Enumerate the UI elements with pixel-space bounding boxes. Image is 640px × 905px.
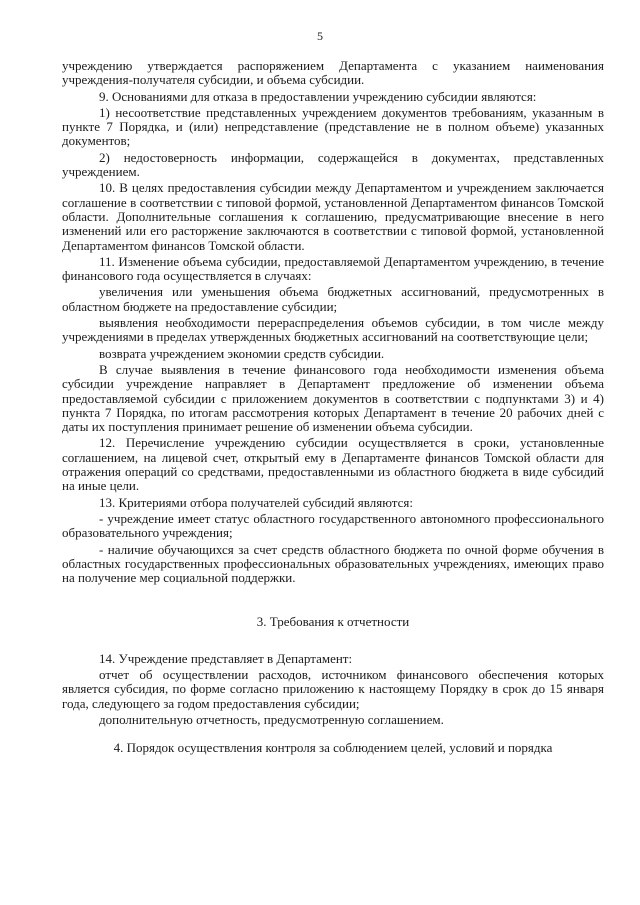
paragraph: возврата учреждением экономии средств субсидии. [99, 345, 385, 361]
paragraph: 2) недостоверность информации, содержащейся в документах, представленных учреждением. [62, 149, 604, 180]
document-body [62, 59, 604, 755]
paragraph: учреждению утверждается распоряжением Департамента с указанием наименования учреждения-получателя субсидии, и объема субсидии. [62, 58, 604, 88]
paragraph: - наличие обучающихся за счет средств областного бюджета по очной форме обучения в областных государственных профессиональных образовательных учреждениях, имеющих право на получение мер социальной поддержки. [62, 541, 604, 586]
paragraph: 9. Основаниями для отказа в предоставлении учреждению субсидии являются: [99, 88, 537, 104]
paragraph: отчет об осуществлении расходов, источником финансового обеспечения которых является субсидия, по форме согласно приложению к настоящему Порядку в срок до 15 января года, следующего за годом предоставления субсидии; [62, 666, 604, 711]
paragraph: 14. Учреждение представляет в Департамент: [99, 650, 353, 666]
paragraph: 10. В целях предоставления субсидии между Департаментом и учреждением заключается соглашение в соответствии с типовой формой, установленной Департаментом финансов Томской области. Дополнительные соглашения к соглашению, предусматривающие внесение в него изменений или его расторжение заключаются в соответствии с типовой формой, установленной Департаментом финансов Томской области. [62, 180, 604, 253]
paragraph: дополнительную отчетность, предусмотренную соглашением. [99, 711, 444, 727]
page-number: 5 [317, 29, 323, 43]
paragraph: - учреждение имеет статус областного государственного автономного профессионального образовательного учреждения; [62, 510, 604, 541]
section-heading: 4. Порядок осуществления контроля за соблюдением целей, условий и порядка [113, 740, 553, 756]
paragraph: В случае выявления в течение финансового года необходимости изменения объема субсидии учреждение направляет в Департамент предложение об изменении объема предоставляемой субсидии с приложением документов в соответствии с подпунктами 3) и 4) пункта 7 Порядка, по итогам рассмотрения которых Департамент в течение 20 рабочих дней с даты их поступления принимает решение об изменении объема субсидии. [62, 361, 604, 435]
paragraph: выявления необходимости перераспределения объемов субсидии, в том числе между учреждениями в пределах утвержденных бюджетных ассигнований на соответствующие цели; [62, 315, 604, 345]
paragraph: 12. Перечисление учреждению субсидии осуществляется в сроки, установленные соглашением, на лицевой счет, открытый ему в Департаменте финансов Томской области для отражения операций со средствами, предоставленными из областного бюджета в виде субсидий на иные цели. [62, 435, 604, 494]
paragraph: увеличения или уменьшения объема бюджетных ассигнований, предусмотренных в областном бюджете на предоставление субсидии; [62, 284, 604, 314]
paragraph: 13. Критериями отбора получателей субсидий являются: [99, 494, 413, 510]
paragraph: 11. Изменение объема субсидии, предоставляемой Департаментом учреждению, в течение финансового года осуществляется в случаях: [62, 253, 604, 284]
paragraph: 1) несоответствие представленных учреждением документов требованиям, указанным в пункте 7 Порядка, и (или) непредставление (представление не в полном объеме) указанных документов; [62, 104, 604, 149]
section-heading: 3. Требования к отчетности [256, 614, 410, 630]
